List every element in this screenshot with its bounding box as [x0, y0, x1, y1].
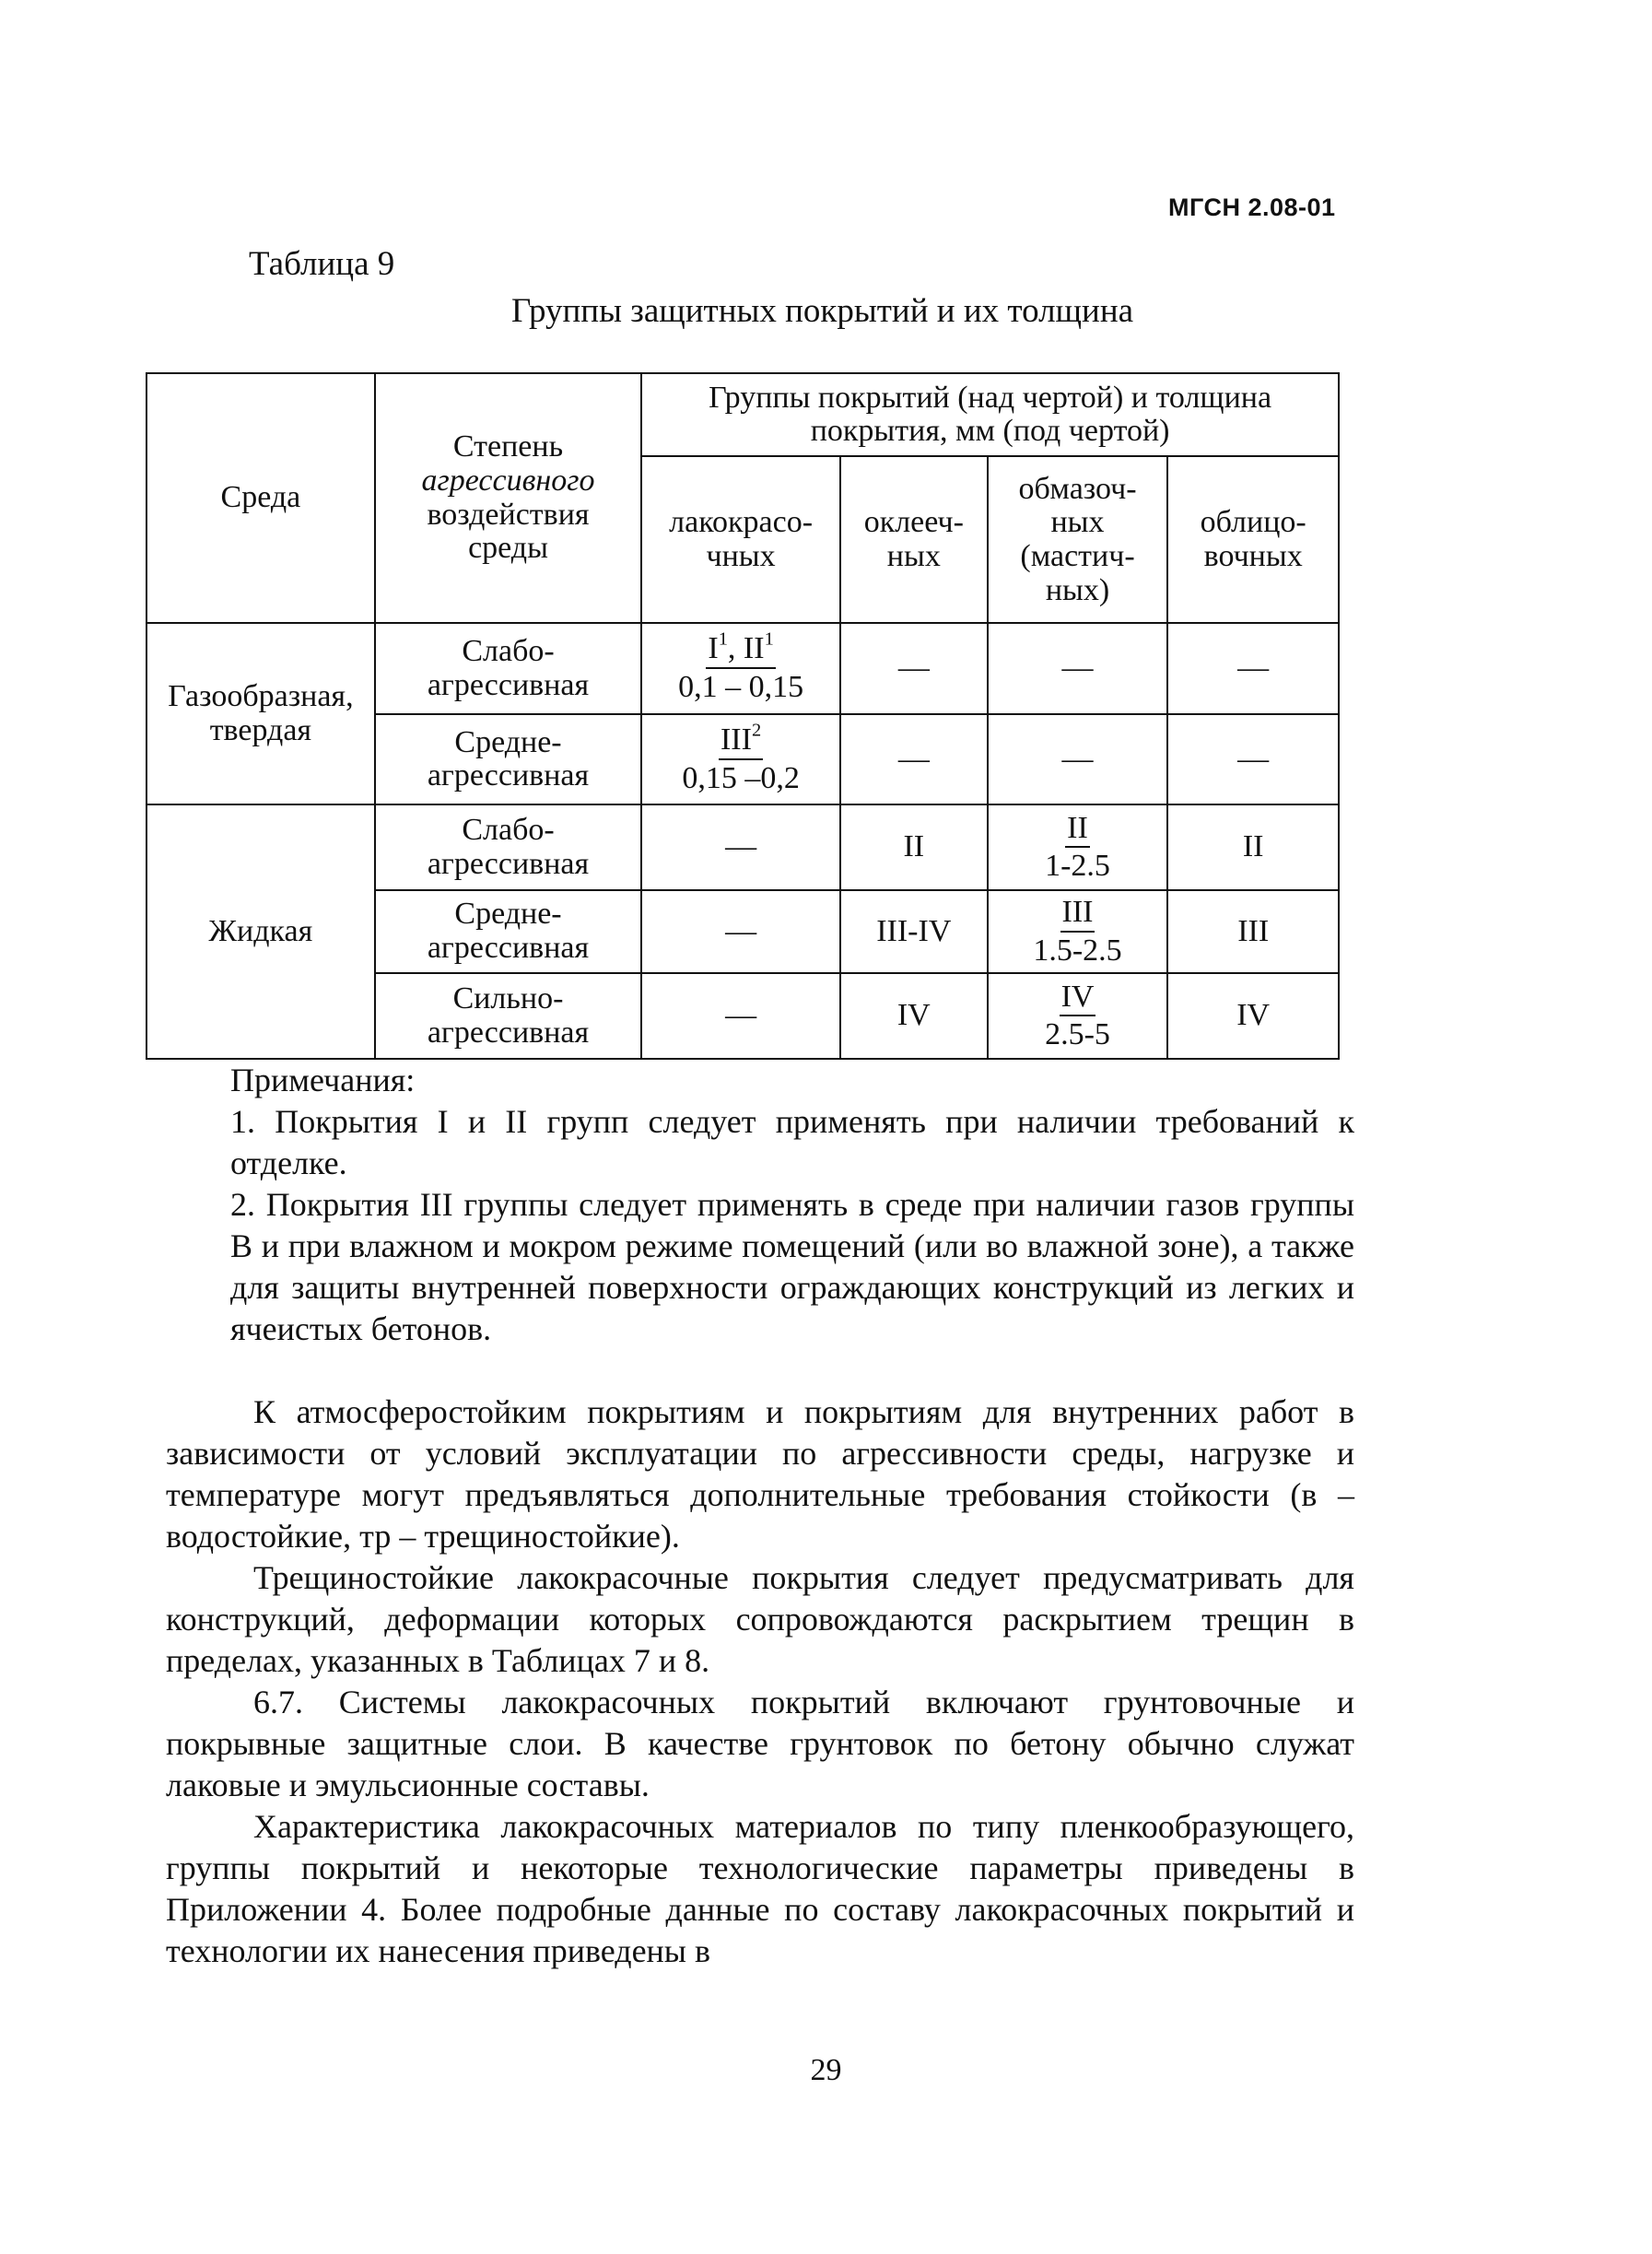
paragraph: Характеристика лакокрасочных материалов по типу пленкообразующего, группы покрытий и некоторые технологические параметры приведены в Приложении 4. Более подробные данные по составу лакокрасочных покрытий и технологии их нанесения приведены в — [166, 1808, 1354, 1969]
table-row-degree: Средне- агрессивная — [375, 890, 641, 973]
facing-cell: II — [1167, 804, 1339, 889]
header-glued: оклееч- ных — [840, 456, 988, 623]
glued-cell: — — [840, 623, 988, 714]
header-groups: Группы покрытий (над чертой) и толщина покрытия, мм (под чертой) — [641, 373, 1339, 456]
header-facing: облицо- вочных — [1167, 456, 1339, 623]
notes-header: Примечания: — [230, 1062, 416, 1098]
mastic-cell: — — [988, 714, 1168, 805]
body-text — [166, 1391, 1354, 1972]
table-notes — [230, 1060, 1354, 1350]
header-mastic: обмазоч- ных (мастич- ных) — [988, 456, 1168, 623]
env-gas: Газообразная, твердая — [146, 623, 375, 804]
mastic-cell: $\frac{\text{III}}{1.5-2.5}$ — [988, 890, 1168, 973]
facing-cell: III — [1167, 890, 1339, 973]
coatings-table — [146, 372, 1340, 1060]
page-number: 29 — [810, 2053, 842, 2087]
table-row-degree: Средне- агрессивная — [375, 714, 641, 805]
facing-cell: — — [1167, 623, 1339, 714]
mastic-cell: — — [988, 623, 1168, 714]
table-row-degree: Слабо- агрессивная — [375, 804, 641, 889]
paint-cell: — — [641, 973, 840, 1059]
header-degree: Степень агрессивного воздействия среды — [375, 373, 641, 623]
table-row-degree: Слабо- агрессивная — [375, 623, 641, 714]
paint-cell: $\frac{I^1, II^1}{0,1 - 0,15}$ — [641, 623, 840, 714]
glued-cell: IV — [840, 973, 988, 1059]
table-title — [0, 291, 1652, 331]
table-label: Таблица 9 — [249, 245, 395, 283]
glued-cell: II — [840, 804, 988, 889]
glued-cell: — — [840, 714, 988, 805]
mastic-cell: $\frac{IV}{2.5-5}$ — [988, 973, 1168, 1059]
mastic-cell: $\frac{II}{1-2.5}$ — [988, 804, 1168, 889]
paint-cell: — — [641, 890, 840, 973]
note-1: 1. Покрытия I и II групп следует применять при наличии требований к отделке. — [230, 1103, 1354, 1181]
table-row-degree: Сильно- агрессивная — [375, 973, 641, 1059]
paragraph: К атмосферостойким покрытиям и покрытиям для внутренних работ в зависимости от условий эксплуатации по агрессивности среды, нагрузке и температуре могут предъявляться дополнительные требования стойкости (в – водостойкие, тр – трещиностойкие). — [166, 1393, 1354, 1555]
header-env: Среда — [146, 373, 375, 623]
facing-cell: IV — [1167, 973, 1339, 1059]
paint-cell: — — [641, 804, 840, 889]
note-2: 2. Покрытия III группы следует применять в среде при наличии газов группы В и при влажном и мокром режиме помещений (или во влажной зоне), а также для защиты внутренней поверхности ограждающих конструкций из легких и ячеистых бетонов. — [230, 1186, 1354, 1347]
table-title-text: Группы защитных покрытий и их толщина — [510, 292, 1134, 330]
facing-cell: — — [1167, 714, 1339, 805]
env-liquid: Жидкая — [146, 804, 375, 1059]
glued-cell: III-IV — [840, 890, 988, 973]
header-paint: лакокрасо- чных — [641, 456, 840, 623]
document-code: МГСН 2.08-01 — [1168, 194, 1336, 221]
paint-cell: $\frac{III^2}{0,15 -0,2}$ — [641, 714, 840, 805]
paragraph: Трещиностойкие лакокрасочные покрытия следует предусматривать для конструкций, деформации которых сопровождаются раскрытием трещин в пределах, указанных в Таблицах 7 и 8. — [166, 1559, 1354, 1679]
paragraph: 6.7. Системы лакокрасочных покрытий включают грунтовочные и покрывные защитные слои. В качестве грунтовок по бетону обычно служат лаковые и эмульсионные составы. — [166, 1684, 1354, 1803]
